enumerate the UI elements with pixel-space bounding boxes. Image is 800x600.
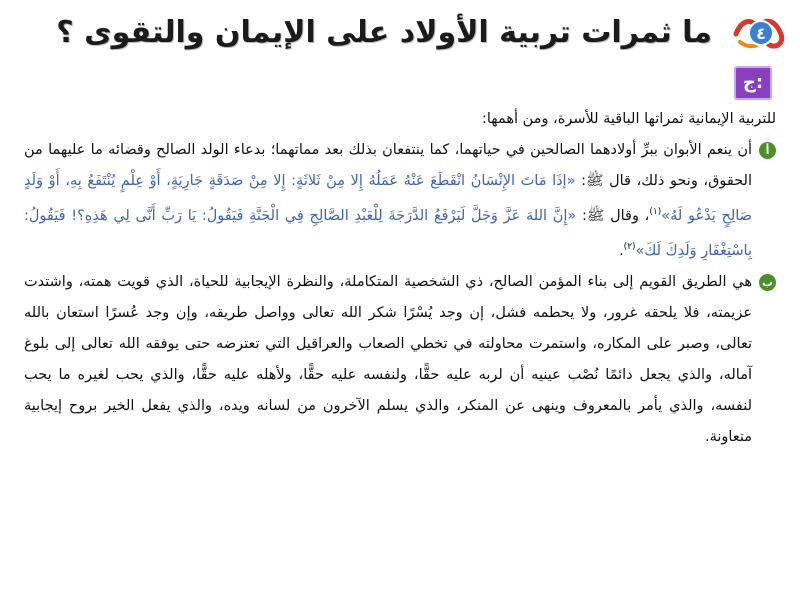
item-b xyxy=(24,267,776,453)
footnote-ref-1: (١) xyxy=(649,207,662,217)
item-a-text-1: أن ينعم الأبوان ببرِّ أولادهما الصالحين في حياتهما، كما ينتفعان بذلك بعد مماتهما؛ بدعاء الولد الصالح وقضائه ما عليهما من الحقوق، ونحو ذلك، قال ﷺ: xyxy=(24,142,752,189)
item-b-text: هي الطريق القويم إلى بناء المؤمن الصالح، ذي الشخصية المتكاملة، والنظرة الإيجابية للحياة، الذي قويت همته، واشتدت عزيمته، فلا يلحقه غرور، ولا يحطمه فشل، إن وجد يُسْرًا شكر الله تعالى وواصل طريقه، وإن وجد عُسرًا استعان بالله تعالى، وصبر على المكاره، واستمرت محاولته في تخطي الصعاب والعراقيل التي تعترضه حتى يوفقه الله تعالى إلى بلوغ آماله، والذي يجعل دائمًا نُصْب عينيه أن لربه عليه حقًّا، ولنفسه عليه حقًّا، ولأهله عليه حقًّا، والذي يحب لغيره ما يحب لنفسه، والذي يأمر بالمعروف وينهى عن المنكر، والذي يسلم الآخرون من لسانه ويده، والذي يفعل الخير بروح إيجابية متعاونة. xyxy=(24,273,752,445)
hadith-quote-1: «إذَا مَاتَ الإِنْسَانُ انْقَطَعَ عَنْهُ عَمَلُهُ إِلا مِنْ ثَلاثَةٍ: إِلا مِنْ صَدَقَةٍ جَارِيَةٍ، أَوْ عِلْمٍ يُنْتَفَعُ بِهِ، أَوْ وَلَدٍ صَالِحٍ يَدْعُو لَهُ» xyxy=(24,173,752,224)
item-a-end: . xyxy=(619,242,624,259)
item-a-text-2: ، وقال ﷺ: xyxy=(576,207,650,224)
intro-text: للتربية الإيمانية ثمراتها الباقية للأسرة، ومن أهمها: xyxy=(481,111,776,127)
question-title: ما ثمرات تربية الأولاد على الإيمان والتقوى ؟ xyxy=(56,15,712,50)
answer-body xyxy=(24,104,776,453)
question-number-badge-icon xyxy=(732,12,790,54)
question-header xyxy=(40,10,790,60)
hadith-quote-2: «إِنَّ اللهَ عَزَّ وَجَلَّ لَيَرْفَعُ الدَّرَجَةَ لِلْعَبْدِ الصَّالِحِ فِي الْجَنَّةِ فَيَقُولُ: يَا رَبِّ أَنَّى لِي هَذِهِ؟! فَيَقُولُ: بِاسْتِغْفَارِ وَلَدِكَ لَكَ» xyxy=(24,207,752,259)
item-b-marker-icon: ب xyxy=(759,274,776,291)
question-number: ٤ xyxy=(756,24,766,43)
item-a-marker-icon: أ xyxy=(759,142,776,159)
item-a xyxy=(24,135,776,267)
answer-label: ج: xyxy=(734,66,772,100)
footnote-ref-2: (٢) xyxy=(623,241,636,252)
